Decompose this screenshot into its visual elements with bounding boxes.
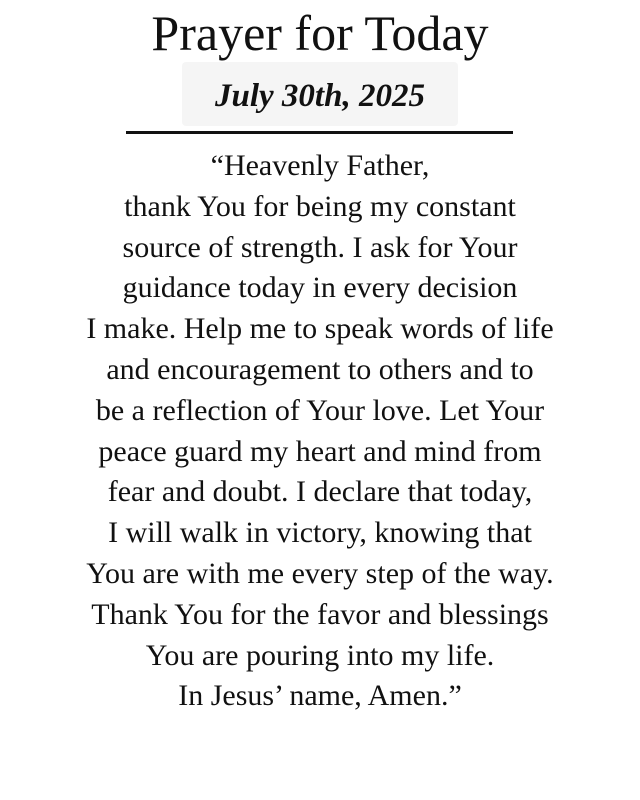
prayer-line: be a reflection of Your love. Let Your <box>95 393 545 427</box>
prayer-line: I make. Help me to speak words of life <box>86 312 554 346</box>
prayer-line: I will walk in victory, knowing that <box>108 516 532 550</box>
prayer-line: source of strength. I ask for Your <box>122 230 518 264</box>
prayer-line: “Heavenly Father, <box>210 149 430 182</box>
prayer-text <box>0 146 640 717</box>
prayer-line: You are with me every step of the way. <box>86 556 554 590</box>
prayer-date: July 30th, 2025 <box>215 78 425 114</box>
prayer-line: Thank You for the favor and blessings <box>91 597 549 631</box>
page-title: Prayer for Today <box>151 5 489 61</box>
prayer-line: peace guard my heart and mind from <box>98 434 542 468</box>
divider-line <box>126 131 513 134</box>
prayer-line: In Jesus’ name, Amen.” <box>178 679 462 713</box>
prayer-line: guidance today in every decision <box>122 271 518 305</box>
prayer-line: and encouragement to others and to <box>106 352 534 386</box>
prayer-line: thank You for being my constant <box>124 189 516 223</box>
prayer-line: fear and doubt. I declare that today, <box>107 475 533 509</box>
prayer-line: You are pouring into my life. <box>145 638 495 672</box>
